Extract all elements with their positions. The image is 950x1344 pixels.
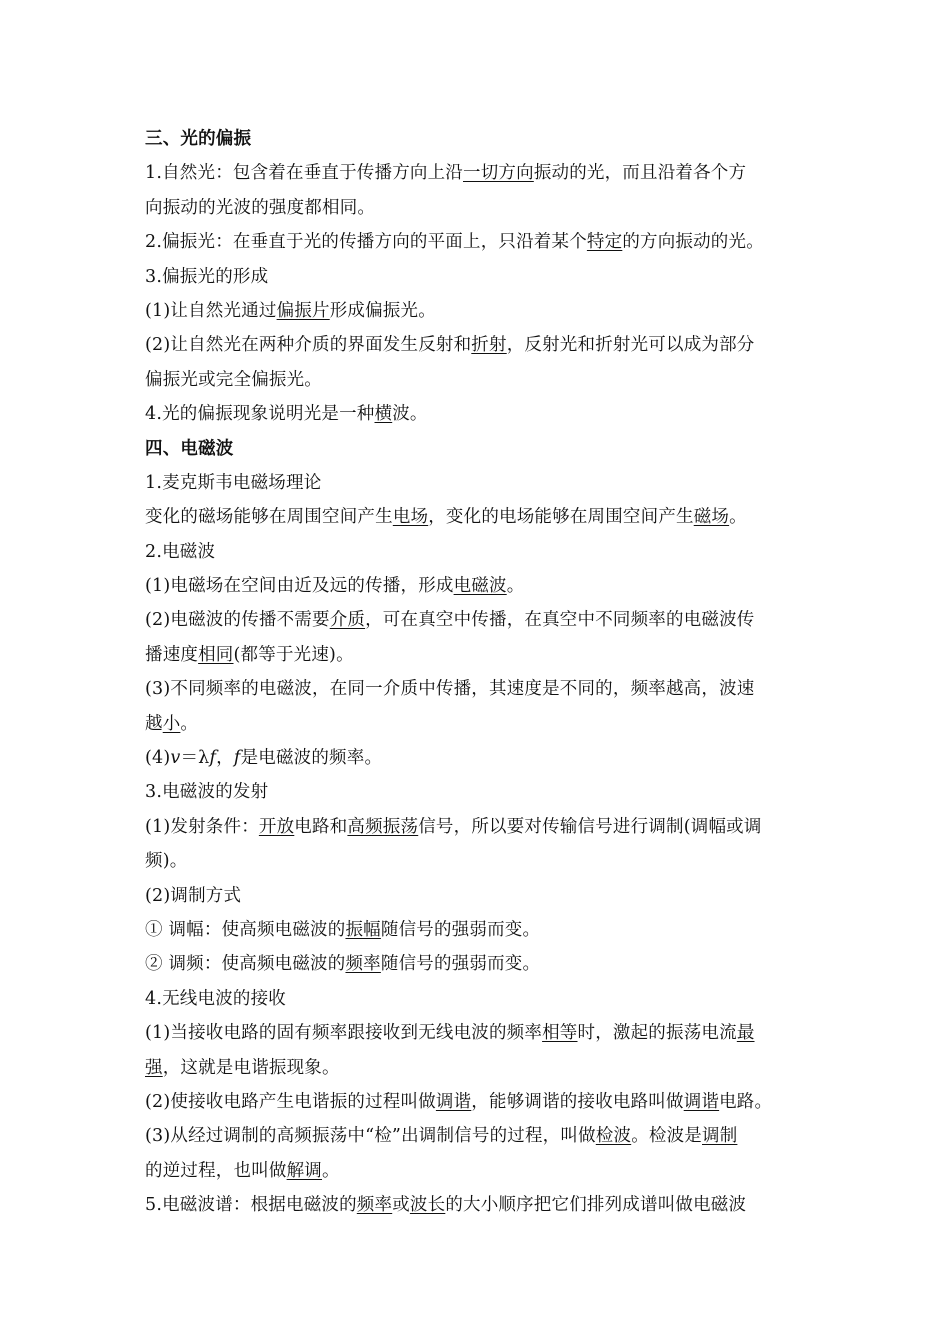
paragraph-line: (1)当接收电路的固有频率跟接收到无线电波的频率相等时，激起的振荡电流最	[145, 1023, 755, 1044]
underlined-answer: 调制	[702, 1126, 738, 1147]
paragraph-line: (2)让自然光在两种介质的界面发生反射和折射，反射光和折射光可以成为部分	[145, 335, 755, 356]
underlined-answer: 电磁波	[453, 576, 507, 597]
paragraph-line: 2.电磁波	[145, 541, 216, 562]
paragraph-line: 1.麦克斯韦电磁场理论	[145, 472, 322, 493]
underlined-answer: 小	[162, 713, 181, 734]
paragraph-line: 向振动的光波的强度都相同。	[145, 197, 376, 218]
paragraph-line: 3.电磁波的发射	[145, 782, 269, 803]
paragraph-line: (1)发射条件：开放电路和高频振荡信号，所以要对传输信号进行调制(调幅或调	[145, 816, 762, 837]
paragraph-line: 5.电磁波谱：根据电磁波的频率或波长的大小顺序把它们排列成谱叫做电磁波	[145, 1195, 747, 1216]
underlined-answer: 介质	[329, 610, 366, 631]
underlined-answer: 波长	[409, 1195, 446, 1216]
section-heading-polarization: 三、光的偏振	[145, 129, 252, 149]
underlined-answer: 特定	[586, 232, 623, 253]
paragraph-line: 3.偏振光的形成	[145, 266, 269, 287]
underlined-answer: 强	[145, 1057, 163, 1078]
underlined-answer: 一切方向	[463, 163, 534, 184]
paragraph-line: 越小。	[145, 713, 199, 734]
underlined-answer: 开放	[258, 816, 295, 837]
paragraph-line: (1)电磁场在空间由近及远的传播，形成电磁波。	[145, 576, 525, 597]
paragraph-line: (2)电磁波的传播不需要介质，可在真空中传播，在真空中不同频率的电磁波传	[145, 610, 755, 631]
paragraph-line: 偏振光或完全偏振光。	[145, 369, 322, 390]
underlined-answer: 频率	[345, 954, 381, 975]
paragraph-line: 频)。	[145, 851, 188, 872]
paragraph-line: (1)让自然光通过偏振片形成偏振光。	[145, 300, 436, 321]
underlined-answer: 偏振片	[276, 300, 330, 321]
underlined-answer: 调谐	[435, 1091, 472, 1112]
paragraph-line: 播速度相同(都等于光速)。	[145, 644, 354, 665]
underlined-answer: 振幅	[345, 919, 381, 940]
paragraph-line: 的逆过程，也叫做解调。	[145, 1160, 340, 1181]
paragraph-line: (3)从经过调制的高频振荡中“检”出调制信号的过程，叫做检波。检波是调制	[145, 1126, 738, 1147]
formula-line: (4)v＝λf，f是电磁波的频率。	[145, 748, 383, 769]
paragraph-line: 强，这就是电谐振现象。	[145, 1057, 340, 1078]
formula-variable: v	[170, 748, 181, 769]
paragraph-line: 变化的磁场能够在周围空间产生电场，变化的电场能够在周围空间产生磁场。	[145, 507, 747, 528]
underlined-answer: 相等	[542, 1023, 578, 1044]
paragraph-line: 4.无线电波的接收	[145, 988, 286, 1009]
underlined-answer: 检波	[595, 1126, 632, 1147]
paragraph-line: 4.光的偏振现象说明光是一种横波。	[145, 404, 428, 425]
paragraph-line: ① 调幅：使高频电磁波的振幅随信号的强弱而变。	[145, 919, 541, 940]
underlined-answer: 解调	[286, 1160, 323, 1181]
document-body	[145, 122, 810, 1223]
underlined-answer: 横	[374, 404, 393, 425]
underlined-answer: 磁场	[693, 507, 730, 528]
underlined-answer: 频率	[356, 1195, 393, 1216]
section-heading-electromagnetic-wave: 四、电磁波	[145, 438, 234, 459]
underlined-answer: 折射	[471, 335, 507, 356]
underlined-answer: 最	[736, 1023, 755, 1044]
paragraph-line: 2.偏振光：在垂直于光的传播方向的平面上，只沿着某个特定的方向振动的光。	[145, 232, 764, 253]
underlined-answer: 高频振荡	[347, 816, 419, 837]
underlined-answer: 相同	[198, 644, 234, 665]
paragraph-line: (2)调制方式	[145, 885, 242, 906]
paragraph-line: (2)使接收电路产生电谐振的过程叫做调谐，能够调谐的接收电路叫做调谐电路。	[145, 1091, 773, 1112]
paragraph-line: 1.自然光：包含着在垂直于传播方向上沿一切方向振动的光，而且沿着各个方	[145, 163, 747, 184]
paragraph-line: ② 调频：使高频电磁波的频率随信号的强弱而变。	[145, 954, 541, 975]
paragraph-line: (3)不同频率的电磁波，在同一介质中传播，其速度是不同的，频率越高，波速	[145, 679, 755, 700]
formula-variable: f	[233, 748, 241, 769]
underlined-answer: 电场	[392, 507, 429, 528]
underlined-answer: 调谐	[683, 1091, 720, 1112]
formula-variable: f	[209, 748, 217, 769]
